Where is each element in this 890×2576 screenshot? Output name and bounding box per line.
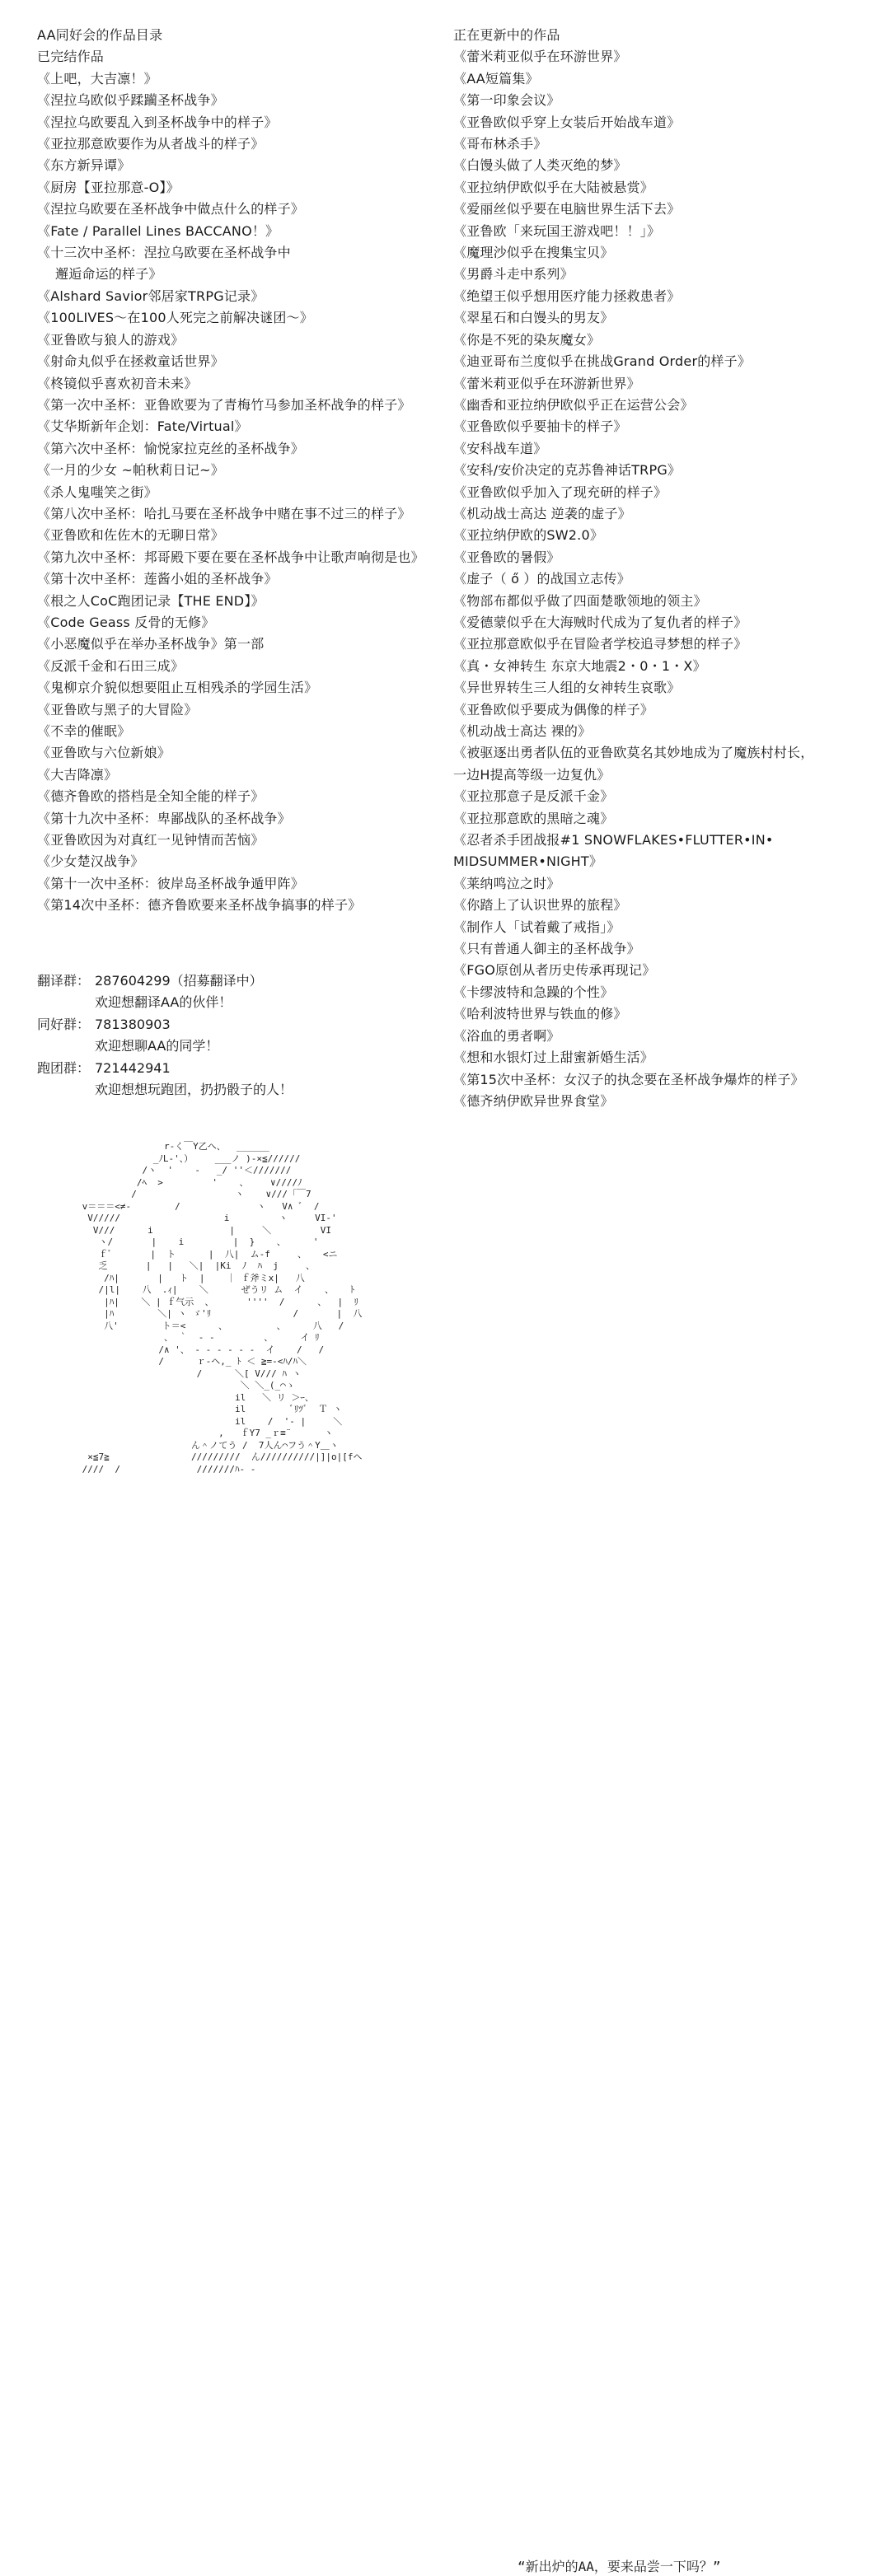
work-title: 《被驱逐出勇者队伍的亚鲁欧莫名其妙地成为了魔族村村长， xyxy=(453,745,814,761)
work-title: 《亚拉那意子是反派千金》 xyxy=(453,788,614,805)
work-title: 《爱丽丝似乎要在电脑世界生活下去》 xyxy=(453,201,681,217)
work-title: 《亚鲁欧似乎要抽卡的样子》 xyxy=(453,418,627,435)
work-title: 《亚鲁欧「来玩国王游戏吧！！」》 xyxy=(453,222,661,239)
work-title: 《物部布都似乎做了四面楚歌领地的领主》 xyxy=(453,592,707,609)
group-label: 跑团群： xyxy=(37,1059,91,1076)
work-title: 《一月的少女 ~帕秋莉日记~》 xyxy=(37,462,224,479)
work-title: 《Code Geass 反骨的无修》 xyxy=(37,614,215,630)
work-title: 《魔理沙似乎在搜集宝贝》 xyxy=(453,245,614,261)
group-note: 欢迎想想玩跑团，扔扔骰子的人！ xyxy=(95,1082,293,1098)
work-title: 《安科战车道》 xyxy=(453,440,547,456)
work-title: 《100LIVES～在100人死完之前解决谜团～》 xyxy=(37,310,313,326)
work-title: 《亚鲁欧与黑子的大冒险》 xyxy=(37,701,198,718)
work-title: 《第六次中圣杯：愉悦家拉克丝的圣杯战争》 xyxy=(37,440,305,456)
group-note: 欢迎想聊AA的同学！ xyxy=(95,1038,219,1054)
work-title: 《亚鲁欧似乎要成为偶像的样子》 xyxy=(453,701,654,718)
work-title: 《卡缪波特和急躁的个性》 xyxy=(453,984,614,1000)
work-title: 《浴血的勇者啊》 xyxy=(453,1027,560,1044)
work-title: 《亚鲁欧和佐佐木的无聊日常》 xyxy=(37,527,224,544)
work-title: MIDSUMMER•NIGHT》 xyxy=(453,853,603,870)
work-title: 《迪亚哥布兰度似乎在挑战Grand Order的样子》 xyxy=(453,353,752,370)
work-title: 《第十次中圣杯：莲酱小姐的圣杯战争》 xyxy=(37,571,278,587)
completed-works-list xyxy=(37,68,449,917)
work-title: 《亚鲁欧似乎穿上女装后开始战车道》 xyxy=(453,114,681,130)
work-title: 《反派千金和石田三成》 xyxy=(37,657,185,674)
group-note: 欢迎想翻译AA的伙伴！ xyxy=(95,994,232,1011)
ongoing-works-heading: 正在更新中的作品 xyxy=(453,27,560,43)
work-title: 《不幸的催眠》 xyxy=(37,723,131,739)
group-label: 同好群： xyxy=(37,1016,91,1032)
group-label: 翻译群： xyxy=(37,973,91,989)
work-title: 《哥布林杀手》 xyxy=(453,136,547,152)
work-title: 《莱纳鸣泣之时》 xyxy=(453,875,560,891)
work-title: 《忍者杀手团战报#1 SNOWFLAKES•FLUTTER•IN• xyxy=(453,832,774,849)
group-contacts xyxy=(37,970,449,1101)
work-title: 《Alshard Savior邻居家TRPG记录》 xyxy=(37,288,265,304)
work-title: 《白馒头做了人类灭绝的梦》 xyxy=(453,157,627,174)
work-title: 《上吧，大吉凛！》 xyxy=(37,70,157,86)
ongoing-works-column xyxy=(453,25,882,1112)
trpg-group xyxy=(37,1058,449,1079)
work-title: 《涅拉乌欧要乱入到圣杯战争中的样子》 xyxy=(37,114,278,130)
work-title: 《你是不死的染灰魔女》 xyxy=(453,331,601,348)
work-title: 《安科/安价决定的克苏鲁神话TRPG》 xyxy=(453,462,682,479)
work-title: 《亚拉那意欧似乎在冒险者学校追寻梦想的样子》 xyxy=(453,636,747,652)
group-number: 781380903 xyxy=(95,1016,171,1032)
work-title: 《涅拉乌欧要在圣杯战争中做点什么的样子》 xyxy=(37,201,305,217)
completed-works-column xyxy=(37,25,449,917)
work-title: 《真・女神转生 东京大地震2・0・1・X》 xyxy=(453,657,706,674)
work-title: 《异世界转生三人组的女神转生哀歌》 xyxy=(453,680,681,696)
ongoing-works-list xyxy=(453,46,882,1112)
ascii-art-character: r‐く￣Y乙ヘ、 ______ _ﾉL-'、） ___ノ )‐×≦////// /ヽ ' ‐ _/ ''＜/////// /ﾍ > ' 、 ∨////ﾉ / ヽ ∨///「￣7 v＝＝＝<≠- / ヽ V∧ ﾞ / V///// i ヽ VI‐' V/// i | ＼ VI ヽ/ | i | } 、 ' ｆﾞ | ト | 八| ム-f 、 <ニ 乏 | | ＼| |Ki ﾉ ﾊ j 、 /ﾊ| | ト | ｜ ｆ斧ミx| 八 /|l| 八 .ｨ| ＼ ぜうリ ム イ 、 ﾄ |ﾊ| ＼ | ｆ气示 、 '''' / 、 | ﾘ |ﾊ ＼| ヽ ゞ'ﾘ / | 八 八' ト＝< 、 、 八 / 、 ｀ ‐ ‐ 、 イ ﾘ /∧ '、 ‐ ‐ ‐ ‐ ‐ ‐ イ / / / ｒ‐ヘ,_ ﾄ ＜ ≧=‐<ﾊ/ﾊ＼ / ＼[ V/// ﾊ ヽ ＼ ＼_(_⌒ゝ il ＼ リ ＞ｰ、 il ﾞﾘﾂﾞ Ｔ ヽ il / '‐ | ＼ , ｆY7 _ｒ≡¨ ヽ ん＾ノてう / 7人ん⌒フう＾Y＿ヽ ×≦7≧ ///////// ん//////////|]|o|[fヘ //// / ///////ﾊ‐ ‐ “新出炉的AA，要来品尝一下吗？” xyxy=(82,1141,721,2574)
work-title: 《虚子（ ő ）的战国立志传》 xyxy=(453,571,630,587)
work-title: 《蕾米莉亚似乎在环游世界》 xyxy=(453,49,627,65)
art-caption: “新出炉的AA，要来品尝一下吗？” xyxy=(518,2559,721,2574)
work-title: 《根之人CoC跑团记录【THE END】》 xyxy=(37,592,265,609)
work-title: 《第14次中圣杯：德齐鲁欧要来圣杯战争搞事的样子》 xyxy=(37,897,362,914)
work-title: 《射命丸似乎在拯救童话世界》 xyxy=(37,353,224,370)
work-title: 《哈利波特世界与铁血的修》 xyxy=(453,1006,627,1022)
catalog-title: AA同好会的作品目录 xyxy=(37,27,163,43)
work-title: 《亚鲁欧与六位新娘》 xyxy=(37,745,171,761)
work-title: 《柊镜似乎喜欢初音未来》 xyxy=(37,375,198,391)
work-title: 《Fate / Parallel Lines BACCANO！》 xyxy=(37,222,279,239)
work-title: 《亚拉纳伊欧的SW2.0》 xyxy=(453,527,604,544)
work-title: 《亚拉纳伊欧似乎在大陆被悬赏》 xyxy=(453,179,654,195)
work-title: 《亚鲁欧因为对真红一见钟情而苦恼》 xyxy=(37,832,265,849)
work-title: 《亚鲁欧与狼人的游戏》 xyxy=(37,331,185,348)
work-title: 《涅拉乌欧似乎蹂躏圣杯战争》 xyxy=(37,92,224,109)
work-title: 《翠星石和白馒头的男友》 xyxy=(453,310,614,326)
work-title: 《德齐纳伊欧异世界食堂》 xyxy=(453,1092,614,1109)
work-title: 《只有普通人御主的圣杯战争》 xyxy=(453,941,640,957)
work-title: 《你踏上了认识世界的旅程》 xyxy=(453,897,627,914)
translation-group xyxy=(37,970,449,992)
work-title: 《厨房【亚拉那意-O】》 xyxy=(37,179,180,195)
work-title: 《艾华斯新年企划：Fate/Virtual》 xyxy=(37,418,248,435)
work-title: 《第八次中圣杯：哈扎马要在圣杯战争中赌在事不过三的样子》 xyxy=(37,505,411,521)
work-title: 《蕾米莉亚似乎在环游新世界》 xyxy=(453,375,640,391)
work-title: 《机动战士高达 逆袭的虚子》 xyxy=(453,505,631,521)
work-title: 《亚拉那意欧的黑暗之魂》 xyxy=(453,810,614,826)
work-title: 《想和水银灯过上甜蜜新婚生活》 xyxy=(453,1050,654,1066)
work-title: 《鬼柳京介貌似想要阻止互相残杀的学园生活》 xyxy=(37,680,318,696)
group-number: 287604299（招募翻译中） xyxy=(95,973,263,989)
work-title: 《十三次中圣杯：涅拉乌欧要在圣杯战争中 xyxy=(37,245,291,261)
completed-works-heading: 已完结作品 xyxy=(37,49,105,65)
work-title: 《亚拉那意欧要作为从者战斗的样子》 xyxy=(37,136,265,152)
work-title: 《爱德蒙似乎在大海贼时代成为了复仇者的样子》 xyxy=(453,614,747,630)
work-title: 一边H提高等级一边复仇》 xyxy=(453,766,611,783)
work-title: 《FGO原创从者历史传承再现记》 xyxy=(453,962,656,979)
work-title: 《幽香和亚拉纳伊欧似乎正在运营公会》 xyxy=(453,396,694,413)
work-title: 《杀人鬼嗤笑之街》 xyxy=(37,484,157,500)
work-title: 《第十一次中圣杯：彼岸岛圣杯战争遁甲阵》 xyxy=(37,875,305,891)
work-title: 《亚鲁欧似乎加入了现充研的样子》 xyxy=(453,484,668,500)
work-title: 邂逅命运的样子》 xyxy=(55,266,162,283)
work-title: 《小恶魔似乎在举办圣杯战争》第一部 xyxy=(37,636,265,652)
work-title: 《制作人「试着戴了戒指」》 xyxy=(453,919,621,935)
work-title: 《德齐鲁欧的搭档是全知全能的样子》 xyxy=(37,788,265,805)
work-title: 《东方新异谭》 xyxy=(37,157,131,174)
work-title: 《第九次中圣杯：邦哥殿下要在要在圣杯战争中让歌声响彻是也》 xyxy=(37,549,424,565)
group-number: 721442941 xyxy=(95,1059,171,1076)
fan-group xyxy=(37,1014,449,1036)
work-title: 《AA短篇集》 xyxy=(453,70,539,86)
work-title: 《第一印象会议》 xyxy=(453,92,560,109)
work-title: 《第15次中圣杯：女汉子的执念要在圣杯战争爆炸的样子》 xyxy=(453,1071,804,1087)
work-title: 《绝望王似乎想用医疗能力拯救患者》 xyxy=(453,288,681,304)
work-title: 《大吉降凛》 xyxy=(37,766,118,783)
work-title: 《机动战士高达 裸的》 xyxy=(453,723,592,739)
work-title: 《少女楚汉战争》 xyxy=(37,853,144,870)
work-title: 《第十九次中圣杯：卑鄙战队的圣杯战争》 xyxy=(37,810,291,826)
work-title: 《第一次中圣杯：亚鲁欧要为了青梅竹马参加圣杯战争的样子》 xyxy=(37,396,411,413)
work-title: 《亚鲁欧的暑假》 xyxy=(453,549,560,565)
work-title: 《男爵斗走中系列》 xyxy=(453,266,574,283)
